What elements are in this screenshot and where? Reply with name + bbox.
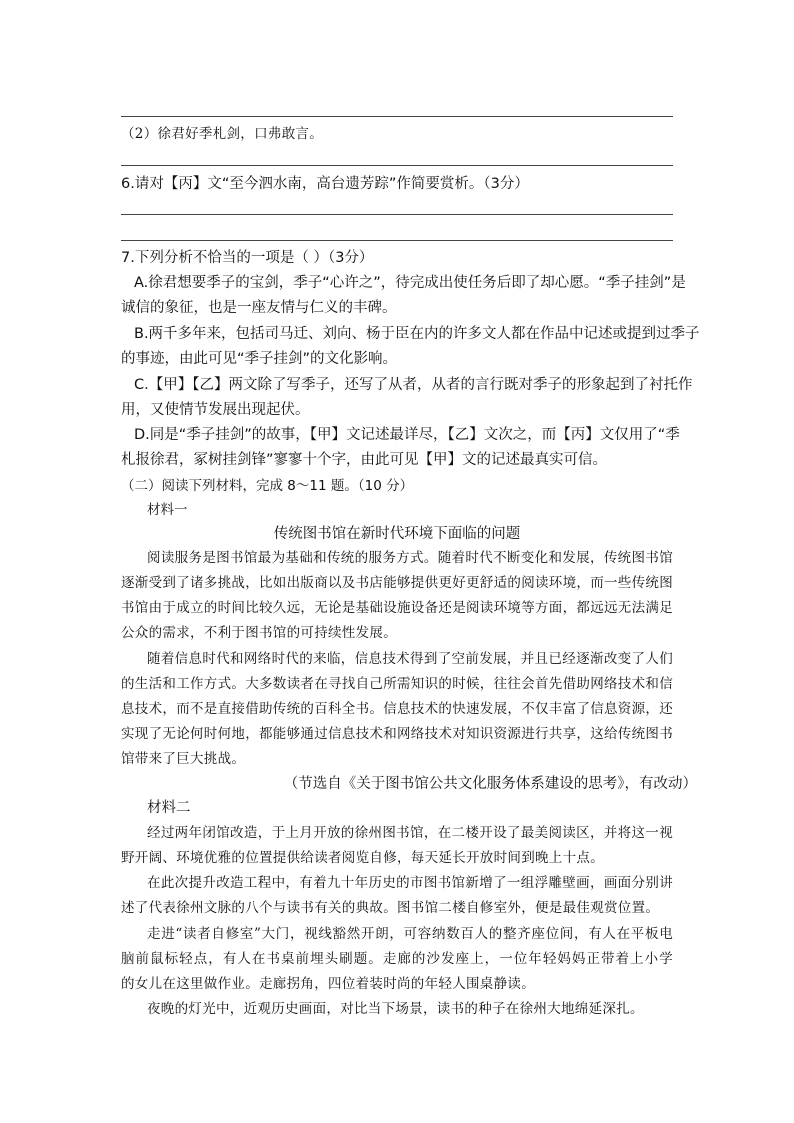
material-1-label: 材料一 xyxy=(147,502,188,518)
option-a-line1: A.徐君想要季子的宝剑，季子“心许之”，待完成出使任务后即了却心愿。“季子挂剑”是 xyxy=(134,275,686,291)
question-6: 6.请对【丙】文“至今泗水南，高台遗芳踪”作简要赏析。（3分） xyxy=(121,176,529,192)
answer-line xyxy=(121,165,673,166)
answer-line xyxy=(121,240,673,241)
option-b-line2: 的事迹，由此可见“季子挂剑”的文化影响。 xyxy=(121,351,398,367)
m1-p2-line5: 馆带来了巨大挑战。 xyxy=(121,751,246,767)
m1-p2-line1: 随着信息时代和网络时代的来临，信息技术得到了空前发展，并且已经逐渐改变了人们 xyxy=(147,651,673,667)
m2-p4-line1: 夜晚的灯光中，近观历史画面，对比当下场景，读书的种子在徐州大地绵延深扎。 xyxy=(147,1001,644,1017)
question-5-2: （2）徐君好季札剑，口弗敢言。 xyxy=(121,126,324,142)
answer-line xyxy=(121,214,673,215)
material-2-label: 材料二 xyxy=(147,800,191,816)
option-a-line2: 诚信的象征，也是一座友情与仁义的丰碑。 xyxy=(121,300,397,316)
material-1-title: 传统图书馆在新时代环境下面临的问题 xyxy=(273,526,521,542)
m1-p1-line3: 书馆由于成立的时间比较久远，无论是基础设施设备还是阅读环境等方面，都远远无法满足 xyxy=(121,600,673,616)
option-d-line1: D.同是“季子挂剑”的故事，【甲】文记述最详尽，【乙】文次之，而【丙】文仅用了“季 xyxy=(134,427,680,443)
m1-p1-line2: 逐渐受到了诸多挑战，比如出版商以及书店能够提供更好更舒适的阅读环境，而一些传统图 xyxy=(121,575,673,591)
m2-p3-line3: 的女儿在这里做作业。走廊拐角，四位着装时尚的年轻人围桌静读。 xyxy=(121,976,535,992)
option-c-line2: 用，又使情节发展出现起伏。 xyxy=(121,402,310,418)
material-1-source: （节选自《关于图书馆公共文化服务体系建设的思考》，有改动） xyxy=(283,776,697,792)
m2-p1-line2: 野开阔、环境优雅的位置提供给读者阅览自修，每天延长开放时间到晚上十点。 xyxy=(121,850,604,866)
m2-p1-line1: 经过两年闭馆改造，于上月开放的徐州图书馆，在二楼开设了最美阅读区，并将这一视 xyxy=(147,825,673,841)
m1-p2-line4: 实现了无论何时何地，都能够通过信息技术和网络技术对知识资源进行共享，这给传统图书 xyxy=(121,726,673,742)
m2-p2-line2: 述了代表徐州文脉的八个与读书有关的典故。图书馆二楼自修室外，便是最佳观赏位置。 xyxy=(121,900,660,916)
m2-p2-line1: 在此次提升改造工程中，有着九十年历史的市图书馆新增了一组浮雕壁画，画面分别讲 xyxy=(147,875,673,891)
section-2-heading: （二）阅读下列材料，完成 8～11 题。（10 分） xyxy=(121,478,414,494)
m2-p3-line1: 走进“读者自修室”大门，视线豁然开朗，可容纳数百人的整齐座位间，有人在平板电 xyxy=(147,926,673,942)
m1-p2-line2: 的生活和工作方式。大多数读者在寻找自己所需知识的时候，往往会首先借助网络技术和信 xyxy=(121,676,673,692)
m2-p3-line2: 脑前鼠标轻点，有人在书桌前埋头刷题。走廊的沙发座上，一位年轻妈妈正带着上小学 xyxy=(121,951,673,967)
option-d-line2: 札报徐君，冢树挂剑锋”寥寥十个字，由此可见【甲】文的记述最真实可信。 xyxy=(121,452,608,468)
answer-line xyxy=(121,116,673,117)
option-c-line1: C.【甲】【乙】两文除了写季子，还写了从者，从者的言行既对季子的形象起到了衬托作 xyxy=(134,377,693,393)
question-7-stem: 7.下列分析不恰当的一项是（ ）（3分） xyxy=(121,250,374,266)
m1-p2-line3: 息技术，而不是直接借助传统的百科全书。信息技术的快速发展，不仅丰富了信息资源，还 xyxy=(121,701,673,717)
m1-p1-line1: 阅读服务是图书馆最为基础和传统的服务方式。随着时代不断变化和发展，传统图书馆 xyxy=(147,550,673,566)
option-b-line1: B.两千多年来，包括司马迁、刘向、杨于臣在内的许多文人都在作品中记述或提到过季子 xyxy=(134,326,700,342)
m1-p1-line4: 公众的需求，不利于图书馆的可持续性发展。 xyxy=(121,625,397,641)
